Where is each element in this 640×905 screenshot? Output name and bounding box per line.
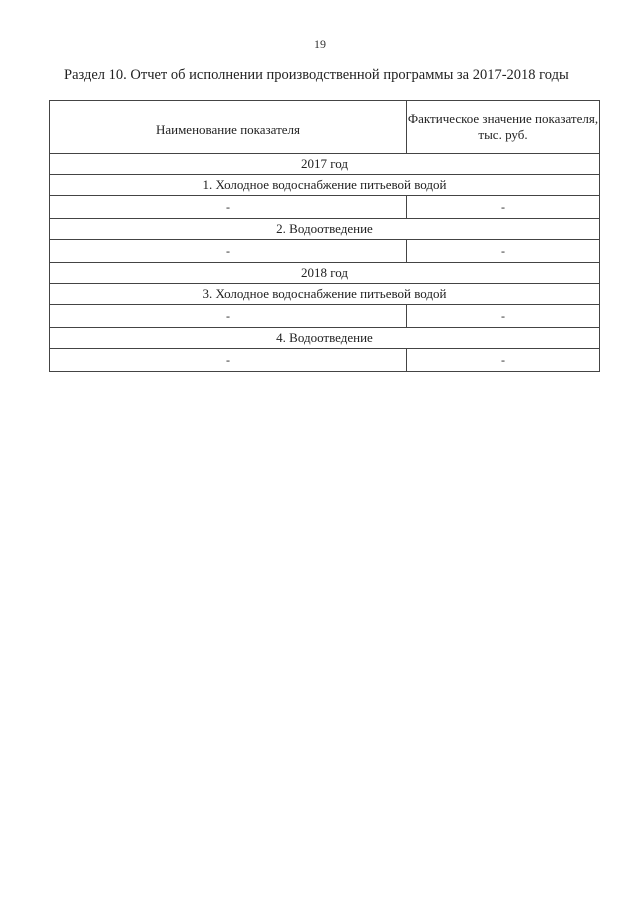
group-title: 2. Водоотведение [50,219,600,240]
group-title: 3. Холодное водоснабжение питьевой водой [50,284,600,305]
group-title: 4. Водоотведение [50,328,600,349]
group-row [50,219,600,240]
group-title: 1. Холодное водоснабжение питьевой водой [50,175,600,196]
cell-value: - [407,305,600,328]
header-indicator-name: Наименование показателя [50,101,407,154]
cell-name: - [50,240,407,263]
cell-name: - [50,196,407,219]
cell-name: - [50,305,407,328]
section-title: Раздел 10. Отчет об исполнении производственной программы за 2017-2018 годы [64,67,569,83]
group-row [50,328,600,349]
group-row [50,284,600,305]
table-row [50,349,600,372]
report-table [49,100,600,372]
cell-value: - [407,349,600,372]
page-number: 19 [314,37,326,51]
year-label: 2018 год [50,263,600,284]
table-row [50,196,600,219]
year-row-2017 [50,154,600,175]
group-row [50,175,600,196]
cell-value: - [407,196,600,219]
year-row-2018 [50,263,600,284]
table-header-row [50,101,600,154]
year-label: 2017 год [50,154,600,175]
cell-name: - [50,349,407,372]
table-row [50,305,600,328]
header-actual-value: Фактическое значение показателя, тыс. руб. [407,101,600,154]
cell-value: - [407,240,600,263]
table-row [50,240,600,263]
